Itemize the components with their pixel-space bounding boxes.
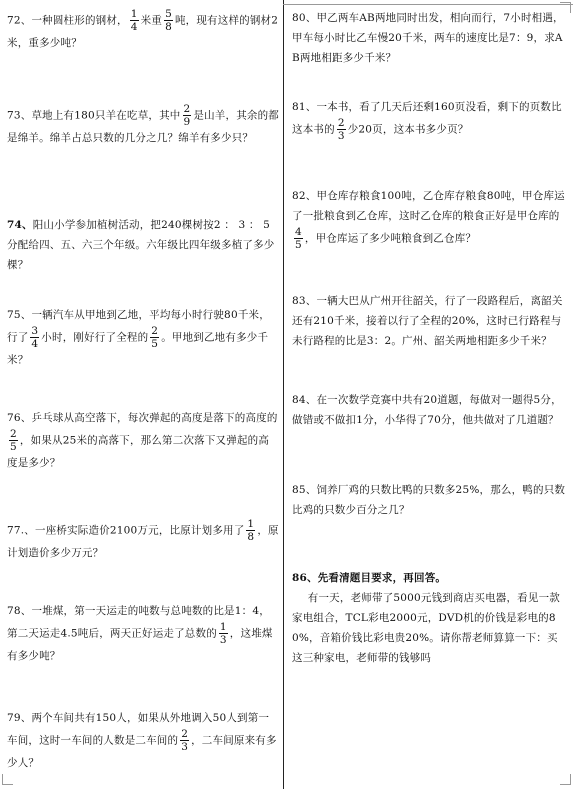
fraction: $\frac{5}{8}$ xyxy=(165,8,172,33)
question-74: 74、阳山小学参加植树活动，把240棵树按2 ： 3 ： 5分配给四、五、六三个年级。六年级比四年级多植了多少棵？ xyxy=(7,219,275,271)
column-divider xyxy=(283,0,284,789)
crop-mark-bottom-left xyxy=(2,774,13,785)
fraction: $\frac{3}{4}$ xyxy=(31,325,39,350)
question-81: 81、一本书，看了几天后还剩160页没看，剩下的页数比这本书的 $\frac{2}{3}$ 少20页，这本书多少页？ xyxy=(292,101,562,142)
fraction: $\frac{2}{3}$ xyxy=(337,117,345,142)
question-79: 79、两个车间共有150人，如果从外地调入50人到第一车间，这时一车间的人数是二车间的 $\frac{2}{3}$ ，二车间原来有多少人？ xyxy=(7,712,277,769)
fraction: $\frac{1}{4}$ xyxy=(130,8,138,33)
question-72: 72、一种圆柱形的钢材， $\frac{1}{4}$ 米重 $\frac{5}{8}$ 吨，现有这样的钢材2米，重多少吨？ xyxy=(7,8,279,49)
fraction: $\frac{4}{5}$ xyxy=(295,226,302,251)
fraction: $\frac{2}{9}$ xyxy=(183,103,191,128)
question-75: 75、一辆汽车从甲地到乙地，平均每小时行驶80千米，行了 $\frac{3}{4}$ 小时，刚好行了全程的 $\frac{2}{5}$ 。甲地到乙地有多少千米？ xyxy=(7,309,270,366)
fraction: $\frac{2}{3}$ xyxy=(181,728,189,753)
crop-mark-bottom-right xyxy=(560,774,571,785)
question-78: 78、一堆煤，第一天运走的吨数与总吨数的比是1：4，第二天运走4.5吨后，两天正好运走了总数的 $\frac{1}{3}$ ，这堆煤有多少吨？ xyxy=(7,605,273,662)
question-77: 77.、一座桥实际造价2100万元，比原计划多用了 $\frac{1}{8}$ ，原计划造价多少万元？ xyxy=(7,518,279,559)
question-82: 82、甲仓库存粮食100吨，乙仓库存粮食80吨，甲仓库运了一批粮食到乙仓库，这时乙仓库的粮食正好是甲仓库的 $\frac{4}{5}$ ，甲仓库运了多少吨粮食到乙仓库？ xyxy=(292,190,565,251)
question-85: 85、饲养厂鸡的只数比鸭的只数多25%，那么，鸭的只数比鸡的只数少百分之几？ xyxy=(292,484,566,516)
question-86-body: 有一天，老师带了5000元钱到商店买电器，看见一款家电组合，TCL彩电2000元，DVD机的价钱是彩电的80%，音箱价钱比彩电贵20%。请你帮老师算算一下：买这三种家电，老师带的钱够吗 xyxy=(292,592,560,664)
question-73: 73、草地上有180只羊在吃草，其中 $\frac{2}{9}$ 是山羊，其余的都是绵羊。绵羊占总只数的几分之几？绵羊有多少只？ xyxy=(7,103,280,144)
question-84: 84、在一次数学竞赛中共有20道题，每做对一题得5分，做错或不做扣1分，小华得了70分，他共做对了几道题？ xyxy=(292,394,562,426)
question-86-title: 86、先看清题目要求，再回答。 xyxy=(292,572,447,584)
question-83: 83、一辆大巴从广州开往韶关，行了一段路程后，离韶关还有210千米，接着以行了全程的20%，这时已行路程与未行路程的比是3：2。广州、韶关两地相距多少千米？ xyxy=(292,295,563,347)
question-86 xyxy=(292,568,567,668)
fraction: $\frac{2}{5}$ xyxy=(10,428,17,453)
top-rule xyxy=(283,4,573,5)
fraction: $\frac{1}{3}$ xyxy=(219,621,227,646)
fraction: $\frac{1}{8}$ xyxy=(247,518,255,543)
question-80: 80、甲乙两车AB两地同时出发，相向而行，7小时相遇，甲车每小时比乙车慢20千米，两车的速度比是7：9，求AB两地相距多少千米？ xyxy=(292,12,564,64)
question-76: 76、乒乓球从高空落下，每次弹起的高度是落下的高度的 $\frac{2}{5}$ ，如果从25米的高落下，那么第二次落下又弹起的高度是多少？ xyxy=(7,412,278,469)
fraction: $\frac{2}{5}$ xyxy=(151,325,159,350)
